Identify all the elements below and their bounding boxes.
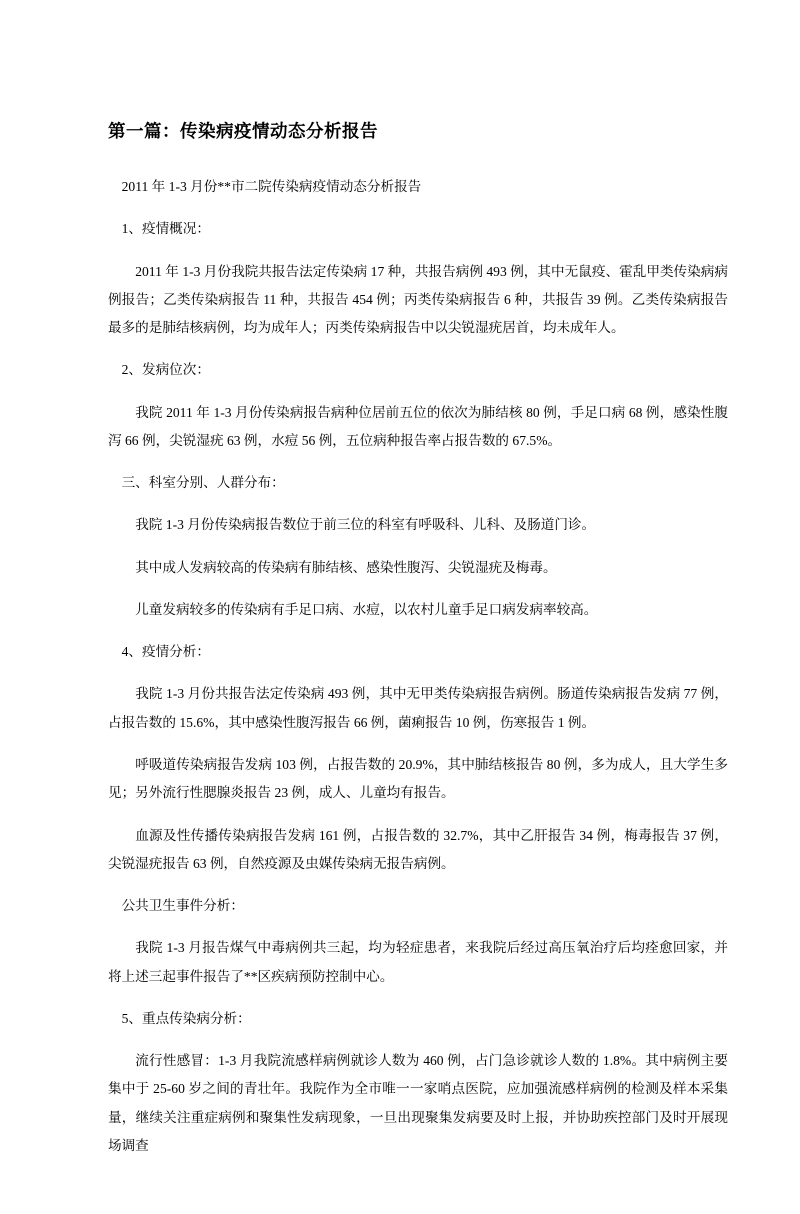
paragraph: 我院 1-3 月份共报告法定传染病 493 例，其中无甲类传染病报告病例。肠道传染病报告发病 77 例，占报告数的 15.6%，其中感染性腹泻报告 66 例，菌痢报告 10 例，伤寒报告 1 例。: [108, 686, 728, 730]
paragraph: 2011 年 1-3 月份**市二院传染病疫情动态分析报告: [121, 179, 422, 194]
paragraph: 流行性感冒：1-3 月我院流感样病例就诊人数为 460 例，占门急诊就诊人数的 1.8%。其中病例主要集中于 25-60 岁之间的青壮年。我院作为全市唯一一家哨点医院，应加强流感样病例的检测及样本采集量，继续关注重症病例和聚集性发病现象，一旦出现聚集发病要及时上报，并协助疾控部门及时开展现场调查: [108, 1053, 728, 1153]
paragraph: 5、重点传染病分析：: [121, 1010, 251, 1026]
paragraph: 我院 2011 年 1-3 月份传染病报告病种位居前五位的依次为肺结核 80 例，手足口病 68 例，感染性腹泻 66 例，尖锐湿疣 63 例，水痘 56 例，五位病种报告率占报告数的 67.5%。: [108, 404, 728, 448]
paragraph: 三、科室分别、人群分布：: [121, 475, 285, 491]
paragraph: 儿童发病较多的传染病有手足口病、水痘，以农村儿童手足口病发病率较高。: [135, 601, 598, 617]
paragraph: 1、疫情概况：: [121, 221, 210, 237]
paragraph: 呼吸道传染病报告发病 103 例，占报告数的 20.9%，其中肺结核报告 80 例，多为成人，且大学生多见；另外流行性腮腺炎报告 23 例，成人、儿童均有报告。: [108, 756, 728, 801]
paragraph: 公共卫生事件分析：: [121, 898, 244, 914]
paragraph: 我院 1-3 月报告煤气中毒病例共三起，均为轻症患者，来我院后经过高压氧治疗后均痊愈回家，并将上述三起事件报告了**区疾病预防控制中心。: [108, 940, 728, 984]
paragraph: 2、发病位次：: [121, 362, 210, 378]
paragraph: 血源及性传播传染病报告发病 161 例，占报告数的 32.7%，其中乙肝报告 34 例，梅毒报告 37 例，尖锐湿疣报告 63 例，自然疫源及虫媒传染病无报告病例。: [108, 827, 728, 871]
paragraph: 4、疫情分析：: [121, 644, 210, 660]
paragraph: 2011 年 1-3 月份我院共报告法定传染病 17 种，共报告病例 493 例，其中无鼠疫、霍乱甲类传染病病例报告；乙类传染病报告 11 种，共报告 454 例；丙类传染病报告 6 种，共报告 39 例。乙类传染病报告最多的是肺结核病例，均为成年人；丙类传染病报告中以尖锐湿疣居首，均未成年人。: [108, 263, 728, 336]
paragraph: 我院 1-3 月份传染病报告数位于前三位的科室有呼吸科、儿科、及肠道门诊。: [135, 517, 596, 533]
paragraph: 其中成人发病较高的传染病有肺结核、感染性腹泻、尖锐湿疣及梅毒。: [135, 559, 557, 575]
page-title: 第一篇：传染病疫情动态分析报告: [108, 121, 378, 141]
